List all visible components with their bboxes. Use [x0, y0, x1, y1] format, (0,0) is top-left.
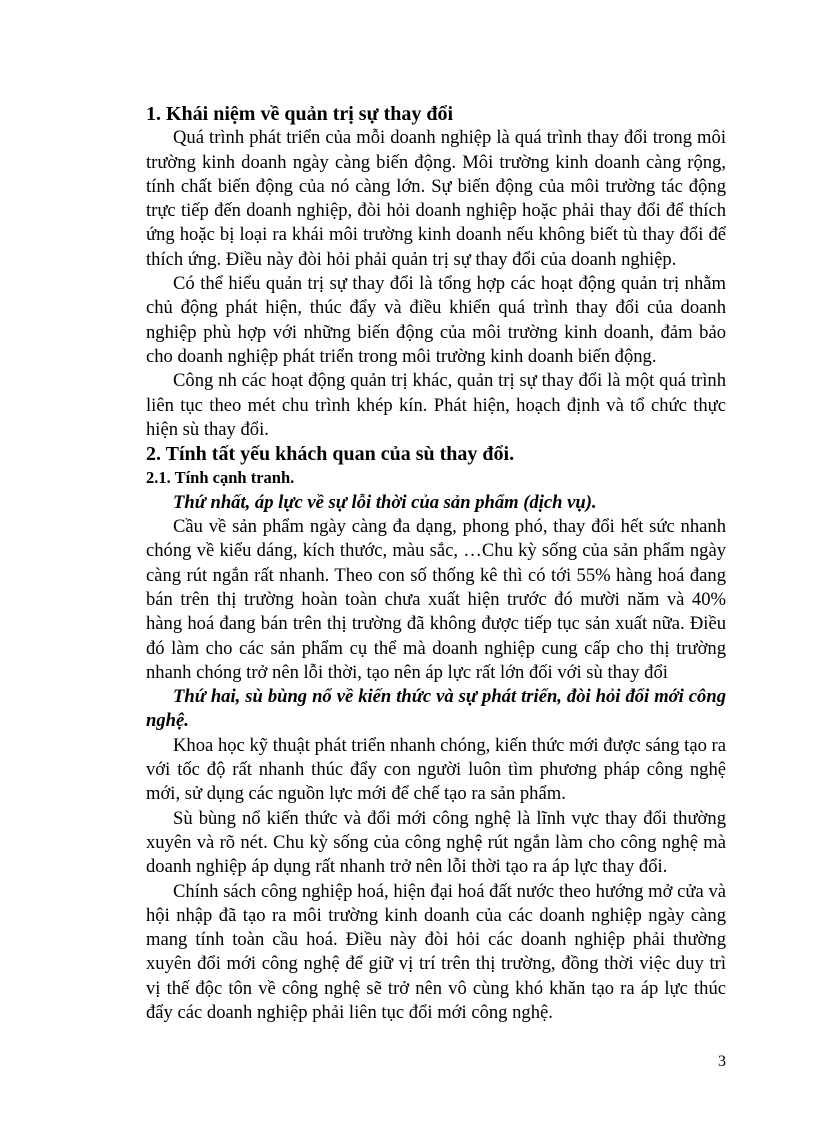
paragraph: Công nh các hoạt động quản trị khác, quản trị sự thay đổi là một quá trình liên tục theo mét chu trình khép kín. Phát hiện, hoạch định và tổ chức thực hiện sù thay đổi. [146, 370, 726, 440]
paragraph: Quá trình phát triển của mỗi doanh nghiệp là quá trình thay đổi trong môi trường kinh doanh ngày càng biến động. Môi trường kinh doanh càng rộng, tính chất biến động của nó càng lớn. Sự biến động của môi trường tác động trực tiếp đến doanh nghiệp, đòi hỏi doanh nghiệp hoặc phải thay đổi để thích ứng hoặc bị loại ra khái môi trường kinh doanh nếu không biết tù thay đổi để thích ứng. Điều này đòi hỏi phải quản trị sự thay đổi của doanh nghiệp. [146, 127, 726, 270]
page-content [146, 102, 726, 1025]
page-number: 3 [718, 1053, 726, 1070]
paragraph: Chính sách công nghiệp hoá, hiện đại hoá đất nước theo hướng mở cửa và hội nhập đã tạo ra môi trường kinh doanh của các doanh nghiệp ngày càng mang tính toàn cầu hoá. Điều này đòi hỏi các doanh nghiệp phải thường xuyên đổi mới công nghệ để giữ vị trí trên thị trường, đồng thời việc duy trì vị thế độc tôn về công nghệ sẽ trở nên vô cùng khó khăn tạo ra áp lực thúc đẩy các doanh nghiệp phải liên tục đổi mới công nghệ. [146, 880, 726, 1023]
paragraph: Khoa học kỹ thuật phát triển nhanh chóng, kiến thức mới được sáng tạo ra với tốc độ rất nhanh thúc đẩy con người luôn tìm phương pháp công nghệ mới, sử dụng các nguồn lực mới để chế tạo ra sản phẩm. [146, 734, 726, 805]
paragraph: Cầu về sản phẩm ngày càng đa dạng, phong phó, thay đổi hết sức nhanh chóng về kiểu dáng, kích thước, màu sắc, …Chu kỳ sống của sản phẩm ngày càng rút ngắn rất nhanh. Theo con số thống kê thì có tới 55% hàng hoá đang bán trên thị trường hoàn toàn chưa xuất hiện trước đó mười năm và 40% hàng hoá đang bán trên thị trường đã không được tiếp tục sản xuất nữa. Điều đó làm cho các sản phẩm cụ thể mà doanh nghiệp cung cấp cho thị trường nhanh chóng trở nên lỗi thời, tạo nên áp lực rất lớn đối với sù thay đổi [146, 516, 726, 683]
paragraph: Sù bùng nổ kiến thức và đổi mới công nghệ là lĩnh vực thay đổi thường xuyên và rõ nét. Chu kỳ sống của công nghệ rút ngắn làm cho công nghệ mà doanh nghiệp áp dụng rất nhanh trở nên lỗi thời tạo ra áp lực thay đổi. [146, 807, 726, 878]
paragraph: Có thể hiểu quản trị sự thay đổi là tổng hợp các hoạt động quản trị nhằm chủ động phát hiện, thúc đẩy và điều khiển quá trình thay đổi của doanh nghiệp phù hợp với những biến động của môi trường kinh doanh, đảm bảo cho doanh nghiệp phát triển trong môi trường kinh doanh biến động. [146, 273, 726, 367]
subsection-heading-2-1: 2.1. Tính cạnh tranh. [146, 468, 295, 488]
section-heading-1: 1. Khái niệm về quản trị sự thay đổi [146, 103, 454, 125]
italic-point-2: Thứ hai, sù bùng nổ về kiến thức và sự phát triển, đòi hỏi đổi mới công nghệ. [146, 686, 726, 732]
italic-point-1: Thứ nhất, áp lực về sự lỗi thời của sản phẩm (dịch vụ). [173, 491, 597, 513]
section-heading-2: 2. Tính tất yếu khách quan của sù thay đổi. [146, 443, 515, 466]
